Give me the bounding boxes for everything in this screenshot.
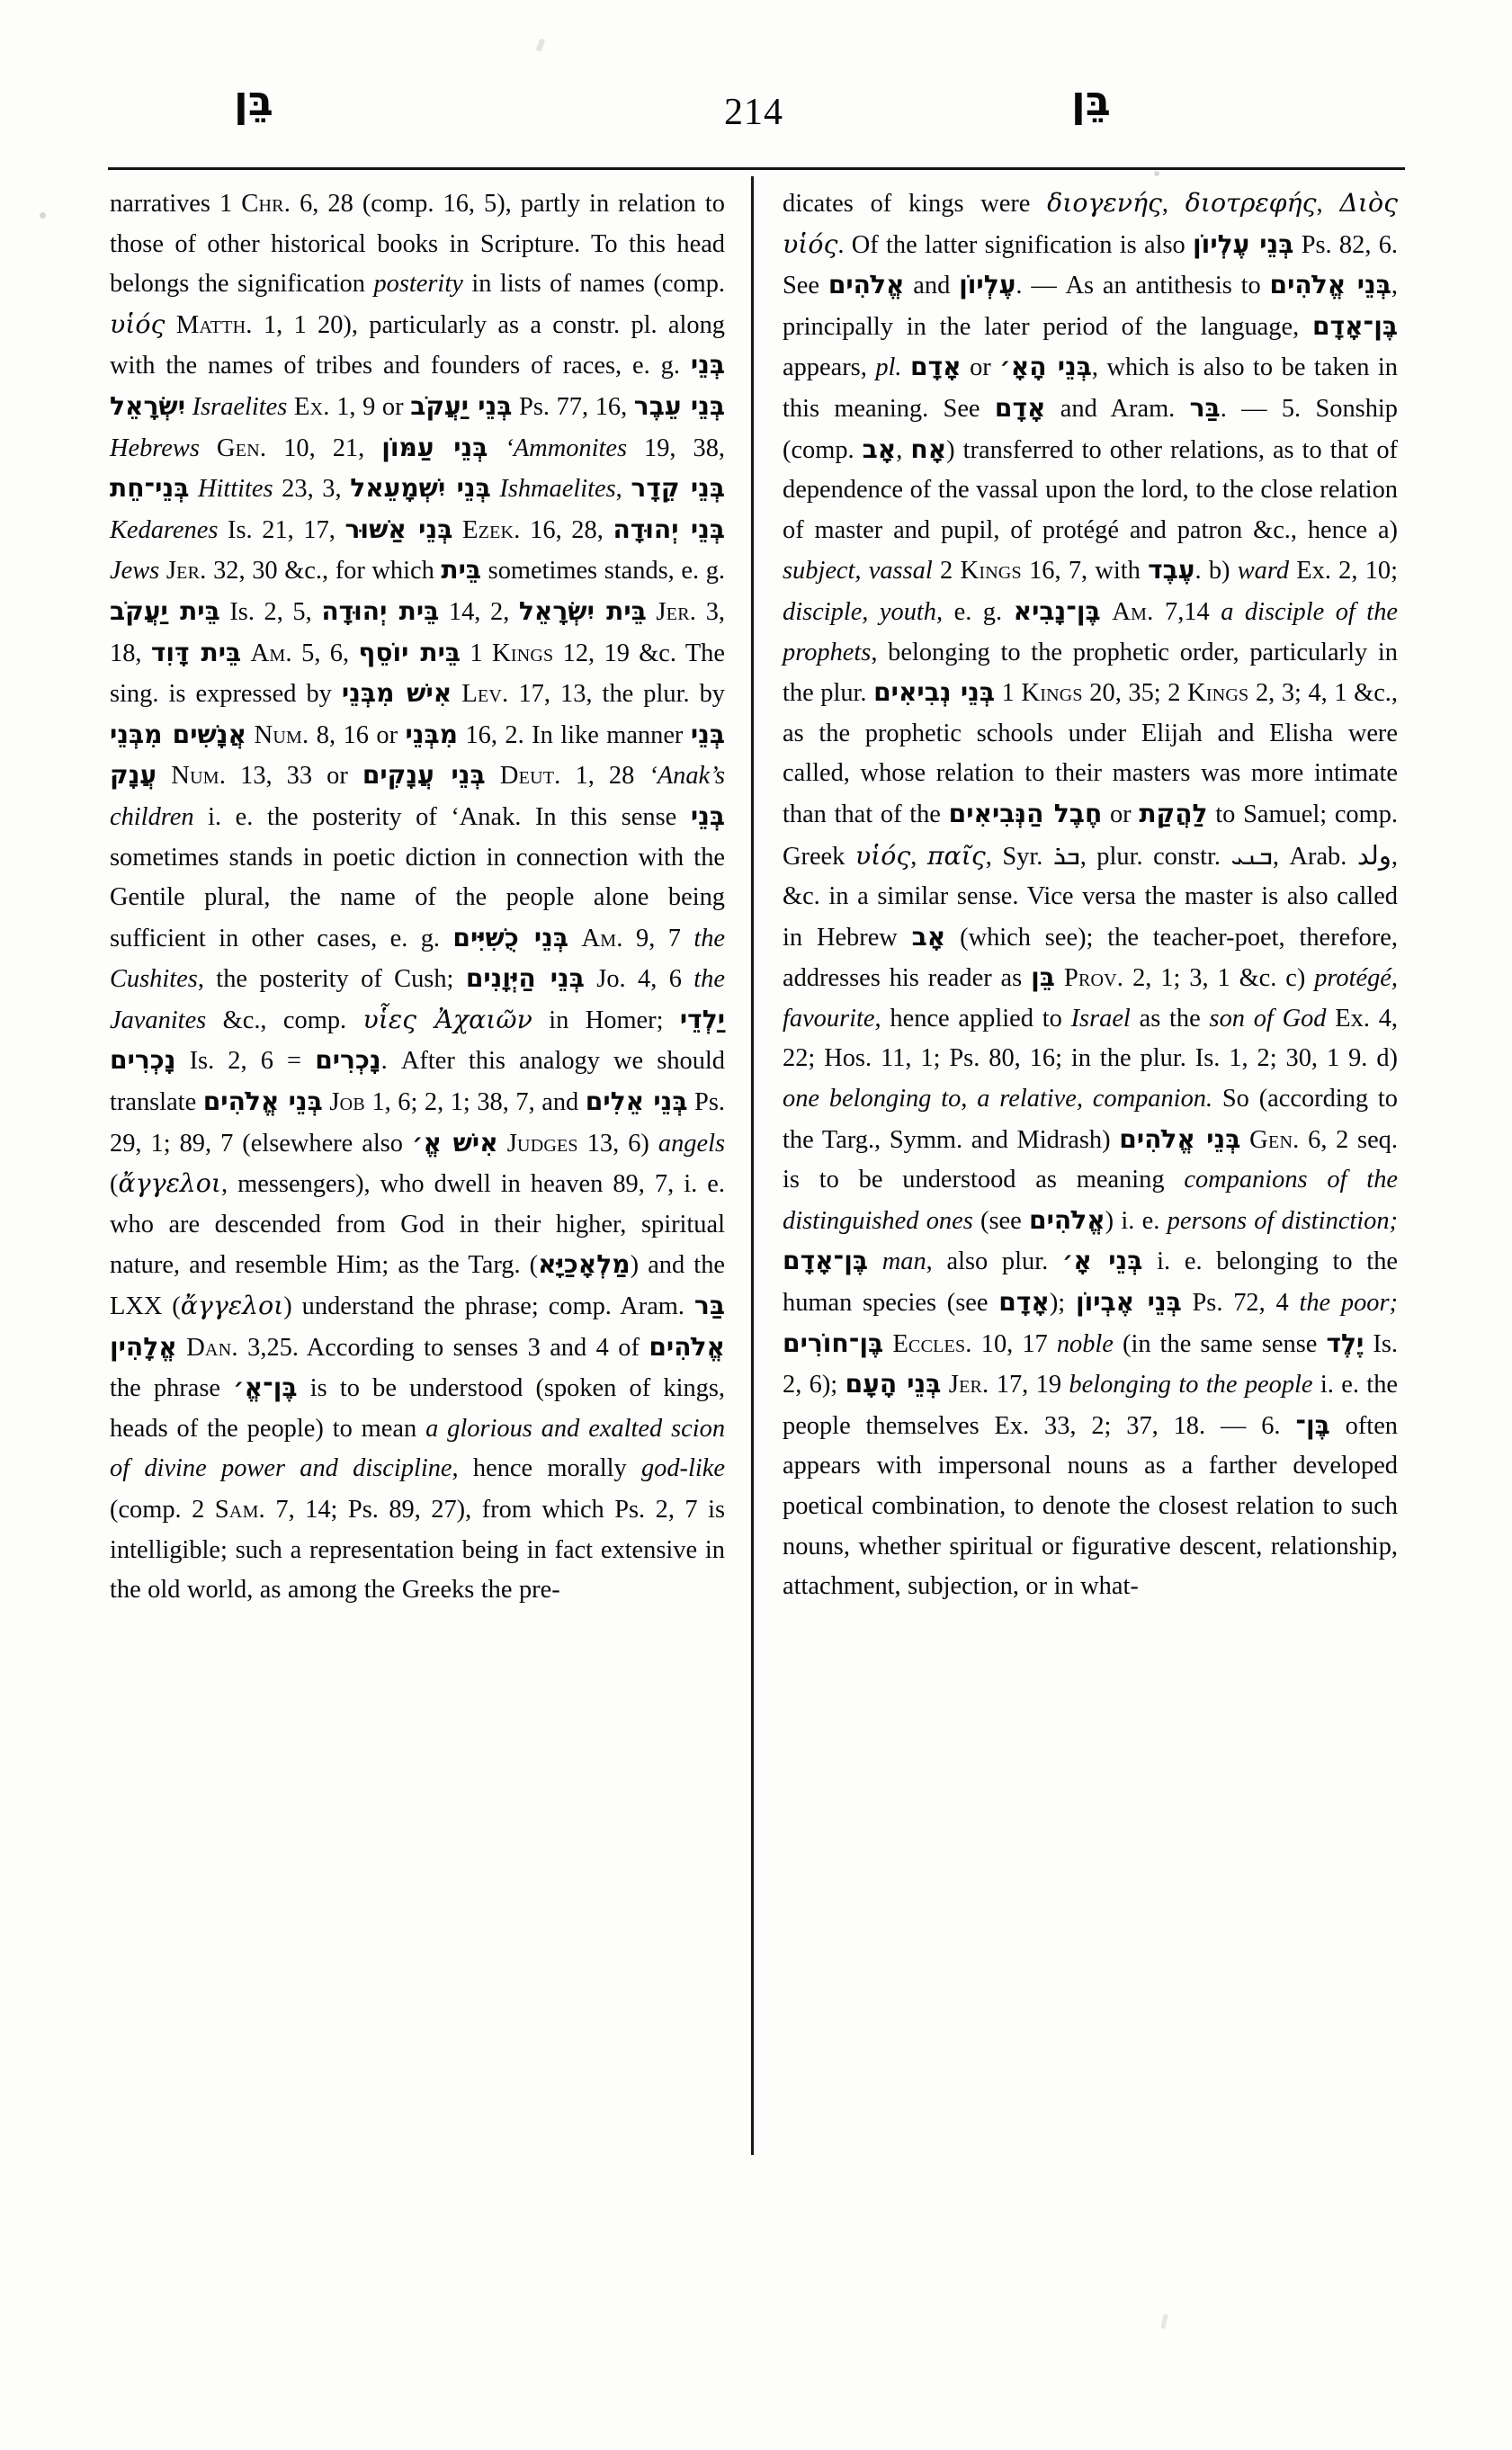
running-head-hebrew-right: בֵּן — [1071, 76, 1111, 125]
scan-speck — [1160, 2314, 1168, 2329]
header-rule — [108, 167, 1405, 170]
running-head — [106, 76, 1401, 166]
left-column-body: narratives 1 Chr. 6, 28 (comp. 16, 5), partly in relation to those of other historical books in Scripture. To this head belongs the signification posterity in lists of names (comp. υἱός Matth. 1, 1 20), particularly as a constr. pl. along with the names of tribes and founders of races, e. g. בְּנֵי יִשְׂרָאֵל Israelites Ex. 1, 9 or בְּנֵי יַעֲקֹב Ps. 77, 16, בְּנֵי עֵבֶר Hebrews Gen. 10, 21, בְּנֵי עַמּוֹן ‘Ammonites 19, 38, בְּנֵי־חֵת Hittites 23, 3, בְּנֵי יִשְׁמָעֵאל Ishmaelites, בְּנֵי קֵדָר Kedarenes Is. 21, 17, בְּנֵי אַשּׁוּר Ezek. 16, 28, בְּנֵי יְהוּדָה Jews Jer. 32, 30 &c., for which בֵּית sometimes stands, e. g. בֵּית יַעֲקֹב Is. 2, 5, בֵּית יְהוּדָה 14, 2, בֵּית יִשְׂרָאֵל Jer. 3, 18, בֵּית דָּוִד Am. 5, 6, בֵּית יוֹסֵף 1 Kings 12, 19 &c. The sing. is expressed by אִישׁ מִבְּנֵי Lev. 17, 13, the plur. by אֲנָשִׁים מִבְּנֵי Num. 8, 16 or מִבְּנֵי 16, 2. In like manner בְּנֵי עֲנָק Num. 13, 33 or בְּנֵי עֲנָקִים Deut. 1, 28 ‘Anak’s children i. e. the posterity of ‘Anak. In this sense בְּנֵי sometimes stands in poetic diction in connection with the Gentile plural, the name of the people alone being sufficient in other cases, e. g. בְּנֵי כֻשִׁיִּים Am. 9, 7 the Cushites, the posterity of Cush; בְּנֵי הַיְּוָנִים Jo. 4, 6 the Javanites &c., comp. υἷες Ἀχαιῶν in Homer; יַלְדֵי נָכְרִים Is. 2, 6 = נָכְרִים. After this analogy we should translate בְּנֵי אֱלֹהִים Job 1, 6; 2, 1; 38, 7, and בְּנֵי אֵלִים Ps. 29, 1; 89, 7 (elsewhere also אִישׁ אֱ׳ Judges 13, 6) angels (ἄγγελοι, messengers), who dwell in heaven 89, 7, i. e. who are descended from God in their higher, spiritual nature, and resemble Him; as the Targ. (מַלְאָכַיָּא) and the LXX (ἄγγελοι) understand the phrase; comp. Aram. בַּר אֱלָהִין Dan. 3,25. According to senses 3 and 4 of אֱלֹהִים the phrase בֶּן־אֱ׳ is to be understood (spoken of kings, heads of the people) to mean a glorious and exalted scion of divine power and discipline, hence morally god-like (comp. 2 Sam. 7, 14; Ps. 89, 27), from which Ps. 2, 7 is intelligible; such a representation being in fact extensive in the old world, as among the Greeks the pre- — [110, 189, 726, 1605]
column-divider-rule — [751, 176, 754, 2155]
right-column-body: dicates of kings were διογενής, διοτρεφής, Διὸς υἱός. Of the latter signification is also בְּנֵי עֶלְיוֹן Ps. 82, 6. See אֱלֹהִים and עֶלְיוֹן. — As an antithesis to בְּנֵי אֱלֹהִים, principally in the later period of the language, בֶּן־אָדָם appears, pl. אָדָם or בְּנֵי הָאָ׳, which is also to be taken in this meaning. See אָדָם and Aram. בַּר. — 5. Sonship (comp. אָב, אָח) transferred to other relations, as to that of dependence of the vassal upon the lord, to the close relation of master and pupil, of protégé and patron &c., hence a) subject, vassal 2 Kings 16, 7, with עֶבֶד. b) ward Ex. 2, 10; disciple, youth, e. g. בֶּן־נָבִיא Am. 7,14 a disciple of the prophets, belonging to the prophetic order, particularly in the plur. בְּנֵי נְבִיאִים 1 Kings 20, 35; 2 Kings 2, 3; 4, 1 &c., as the prophetic schools under Elijah and Elisha were called, whose relation to their masters was more intimate than that of the חֶבֶל הַנְּבִיאִים or לַהֲקַת to Samuel; comp. Greek υἱός, παῖς, Syr. ܒܪ, plur. constr. ܒܢܝ, Arab. ولد, &c. in a similar sense. Vice versa the master is also called in Hebrew אָב (which see); the teacher-poet, therefore, addresses his reader as בֵּן Prov. 2, 1; 3, 1 &c. c) protégé, favourite, hence applied to Israel as the son of God Ex. 4, 22; Hos. 11, 1; Ps. 80, 16; in the plur. Is. 1, 2; 30, 1 9. d) one belonging to, a relative, companion. So (according to the Targ., Symm. and Midrash) בְּנֵי אֱלֹהִים Gen. 6, 2 seq. is to be understood as meaning companions of the distinguished ones (see אֱלֹהִים) i. e. persons of distinction; בֶּן־אָדָם man, also plur. בְּנֵי אָ׳ i. e. belonging to the human species (see אָדָם); בְּנֵי אֶבְיוֹן Ps. 72, 4 the poor; בֶּן־חוֹרִים Eccles. 10, 17 noble (in the same sense יֶלֶד Is. 2, 6); בְּנֵי הָעָם Jer. 17, 19 belonging to the people i. e. the people themselves Ex. 33, 2; 37, 18. — 6. בֶּן־ often appears with impersonal nouns as a farther developed poetical combination, to denote the closest relation to such nouns, whether spiritual or figurative descent, relationship, attachment, subjection, or in what- — [783, 188, 1399, 1601]
scan-speck — [536, 38, 545, 51]
running-head-hebrew-left: בֵּן — [234, 76, 273, 125]
left-text-column — [110, 183, 725, 1611]
page-number: 214 — [724, 92, 783, 133]
scan-speck — [40, 212, 46, 219]
scan-speck — [1154, 171, 1159, 176]
right-text-column — [783, 183, 1398, 1607]
